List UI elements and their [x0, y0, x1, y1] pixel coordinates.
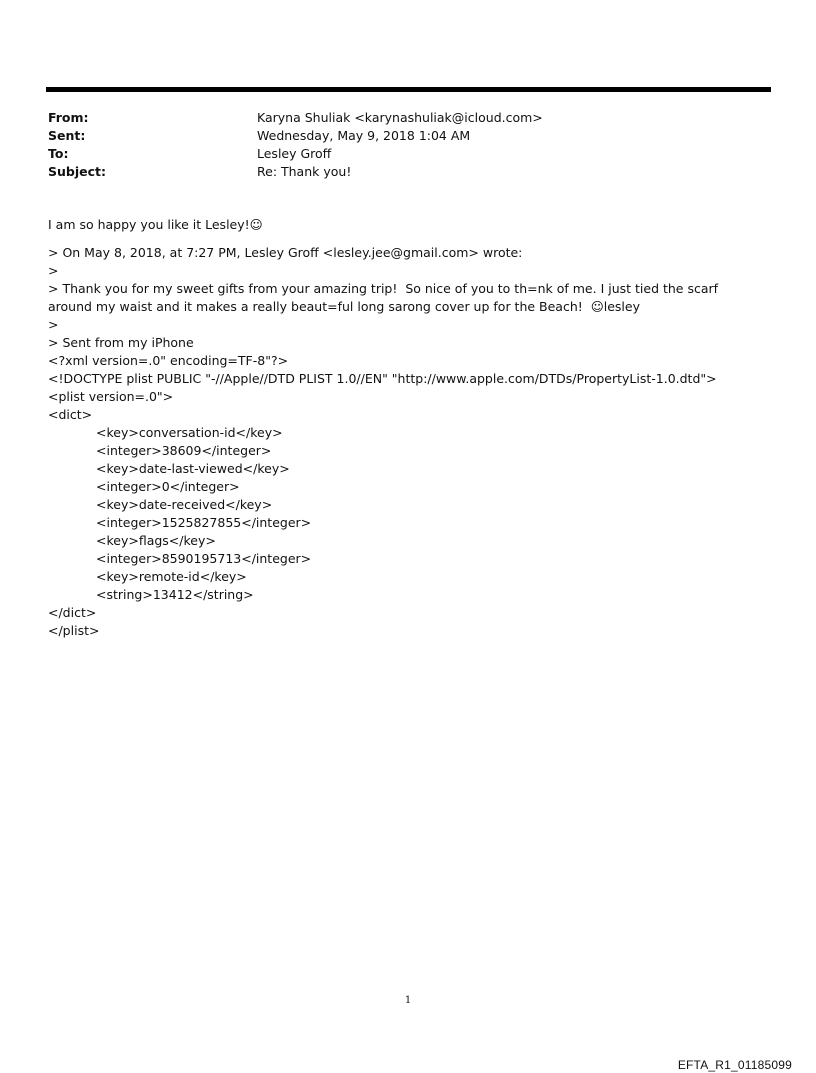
to-label: To: — [48, 146, 69, 161]
from-value: Karyna Shuliak <karynashuliak@icloud.com> — [257, 110, 543, 125]
greeting: I am so happy you like it Lesley!☺ — [48, 217, 263, 232]
email-header — [48, 109, 748, 181]
dict-line: <key>flags</key> — [96, 533, 216, 548]
to-value: Lesley Groff — [257, 146, 332, 161]
quote-signature: > Sent from my iPhone — [48, 335, 194, 350]
dict-line: <integer>1525827855</integer> — [96, 515, 312, 530]
sent-row — [48, 127, 748, 145]
sent-label: Sent: — [48, 128, 86, 143]
subject-value: Re: Thank you! — [257, 164, 352, 179]
subject-row — [48, 163, 748, 181]
quote-text: > Thank you for my sweet gifts from your amazing trip! So nice of you to th=nk of me. I just tied the scarf around my waist and it makes a really beaut=ful long sarong cover up for the Beach! ☺lesley — [48, 281, 723, 314]
dict-line: <key>remote-id</key> — [96, 569, 247, 584]
doctype-line: <!DOCTYPE plist PUBLIC "-//Apple//DTD PLIST 1.0//EN" "http://www.apple.com/DTDs/PropertyList-1.0.dtd"> — [48, 371, 717, 386]
subject-label: Subject: — [48, 164, 106, 179]
document-id: EFTA_R1_01185099 — [677, 1058, 792, 1072]
dict-close: </dict> — [48, 605, 97, 620]
plist-close: </plist> — [48, 623, 100, 638]
dict-open: <dict> — [48, 407, 93, 422]
header-rule — [46, 87, 771, 92]
sent-value: Wednesday, May 9, 2018 1:04 AM — [257, 128, 471, 143]
plist-open: <plist version=.0"> — [48, 389, 174, 404]
from-row — [48, 109, 748, 127]
xml-declaration: <?xml version=.0" encoding=TF-8"?> — [48, 353, 289, 368]
page-number: 1 — [404, 995, 412, 1006]
quote-blank: > — [48, 317, 59, 332]
dict-line: <key>date-last-viewed</key> — [96, 461, 290, 476]
dict-line: <integer>38609</integer> — [96, 443, 272, 458]
dict-line: <string>13412</string> — [96, 587, 254, 602]
dict-line: <key>conversation-id</key> — [96, 425, 283, 440]
quote-blank: > — [48, 263, 59, 278]
email-body — [48, 216, 758, 640]
from-label: From: — [48, 110, 89, 125]
quote-intro: > On May 8, 2018, at 7:27 PM, Lesley Groff <lesley.jee@gmail.com> wrote: — [48, 245, 523, 260]
dict-line: <integer>0</integer> — [96, 479, 240, 494]
to-row — [48, 145, 748, 163]
dict-line: <integer>8590195713</integer> — [96, 551, 312, 566]
dict-line: <key>date-received</key> — [96, 497, 273, 512]
